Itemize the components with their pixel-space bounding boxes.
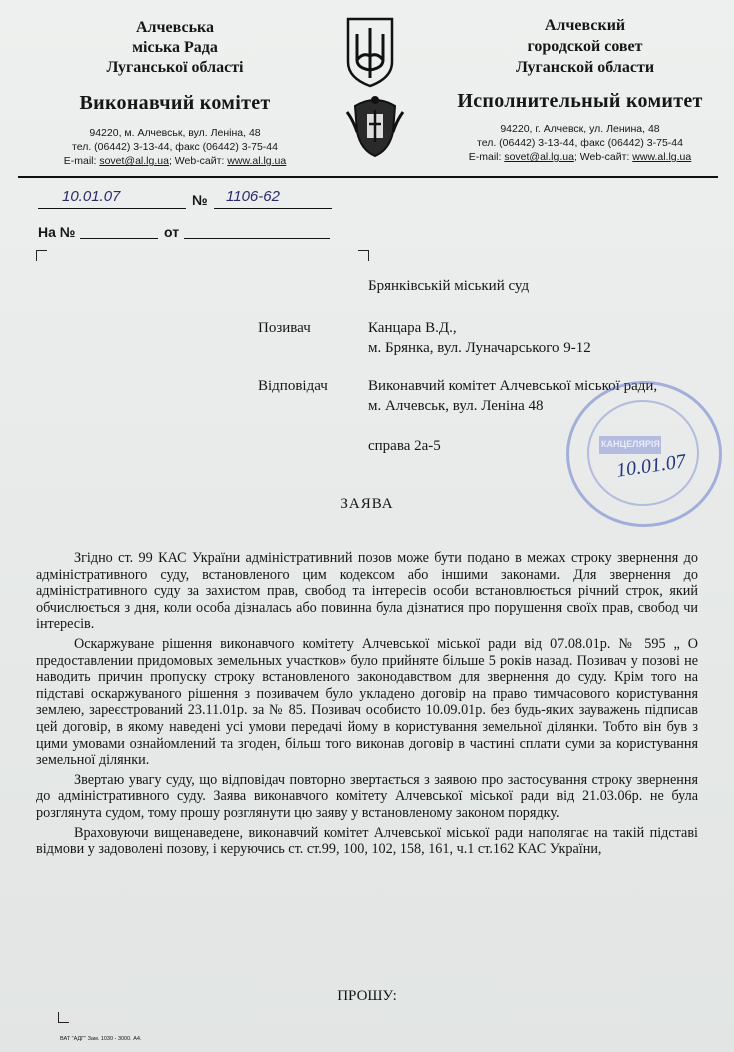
number-value: 1106-62 bbox=[226, 188, 280, 205]
reply-to-label: На № bbox=[38, 224, 76, 240]
court-name: Брянківській міський суд bbox=[368, 278, 530, 294]
request-heading: ПРОШУ: bbox=[337, 988, 397, 1004]
trident-coat-of-arms-icon bbox=[345, 16, 395, 88]
defendant-label: Відповідач bbox=[258, 378, 328, 394]
document-body bbox=[36, 550, 698, 861]
plaintiff-label: Позивач bbox=[258, 320, 311, 336]
left-contacts bbox=[30, 154, 320, 168]
left-email: sovet@al.lg.ua bbox=[99, 155, 169, 167]
handwritten-signature-date: 10.01.07 bbox=[614, 450, 688, 482]
right-email: sovet@al.lg.ua bbox=[504, 151, 574, 163]
defendant-address: м. Алчевськ, вул. Леніна 48 bbox=[368, 398, 544, 414]
right-email-label: E-mail: bbox=[468, 151, 502, 163]
from-field bbox=[184, 222, 330, 239]
paragraph-4: Враховуючи вищенаведене, виконавчий комітет Алчевської міської ради наполягає на такій підставі відмови у задоволені позову, і керуючись ст. ст.99, 100, 102, 158, 161, ч.1 ст.162 КАС України, bbox=[36, 824, 698, 858]
paragraph-2: Оскаржуване рішення виконавчого комітету Алчевської міської ради від 07.08.01р. № 595 „ О предоставлении придомовых земельных участков» було прийняте більше 5 років назад. Позивач у позові не наводить причин пропуску строку встановленого законодавством для звернення до суду. Крім того на підставі оскаржуваного рішення з позивачем було укладено договір на право тимчасового користування землею, зареєстрований 23.11.01р. за № 85. Позивач особисто 10.09.01р. без будь-яких зауважень підписав цей договір, в якому наведені усі умови передачі йому в користування земельної ділянки. Тобто він був з цими умовами ознайомлений та згоден, більш того виконав договір в частині сплати суми за користування земельної ділянки. bbox=[36, 635, 698, 769]
right-web-label: ; Web-сайт: bbox=[573, 151, 630, 163]
date-value: 10.01.07 bbox=[62, 188, 121, 205]
corner-mark-right bbox=[358, 250, 369, 261]
right-web: www.al.lg.ua bbox=[632, 151, 692, 163]
left-council-line1: Алчевська bbox=[135, 19, 215, 36]
defendant-name: Виконавчий комітет Алчевської міської ради, bbox=[368, 378, 658, 394]
right-council-line1: Алчевский bbox=[544, 17, 626, 34]
right-council-line2: городской совет bbox=[527, 38, 643, 55]
number-label: № bbox=[192, 192, 208, 208]
right-region: Луганской области bbox=[515, 59, 655, 76]
left-committee-title: Виконавчий комітет bbox=[79, 92, 271, 114]
header-divider bbox=[18, 176, 718, 178]
plaintiff-name: Канцара В.Д., bbox=[368, 320, 457, 336]
left-web-label: ; Web-сайт: bbox=[168, 155, 225, 167]
corner-mark-left bbox=[36, 250, 47, 261]
right-contacts bbox=[440, 150, 720, 164]
from-label: от bbox=[164, 224, 180, 240]
stamp-box-text: КАНЦЕЛЯРІЯ bbox=[601, 439, 660, 449]
reply-to-field bbox=[80, 222, 158, 239]
corner-mark-bottom bbox=[58, 1012, 69, 1023]
left-web: www.al.lg.ua bbox=[227, 155, 287, 167]
plaintiff-address: м. Брянка, вул. Луначарського 9-12 bbox=[368, 340, 591, 356]
document-title: ЗАЯВА bbox=[340, 496, 394, 512]
left-address: 94220, м. Алчевськ, вул. Леніна, 48 bbox=[89, 127, 261, 139]
case-number: справа 2а-5 bbox=[368, 438, 441, 454]
right-address: 94220, г. Алчевск, ул. Ленина, 48 bbox=[500, 123, 660, 135]
date-field bbox=[38, 188, 186, 209]
left-phone: тел. (06442) 3-13-44, факс (06442) 3-75-44 bbox=[72, 141, 278, 153]
left-council-line2: міська Рада bbox=[132, 39, 218, 56]
paragraph-3: Звертаю увагу суду, що відповідач повторно звертається з заявою про застосування строку звернення до адміністративного суду. Заява виконавчого комітету Алчевської міської ради від 21.03.06р. не була розглянута судом, тому прошу розглянути цю заяву у встановленому законом порядку. bbox=[36, 771, 698, 821]
city-emblem-icon bbox=[345, 92, 405, 160]
paragraph-1: Згідно ст. 99 КАС України адміністративний позов може бути подано в межах строку звернення до адміністративного суду, встановленого цим кодексом або іншими законами. Для звернення до адміністративного суду за захистом прав, свобод та інтересів особи встановлюється річний строк, який обчислюється з дня, коли особа дізналась або повинна була дізнатися про порушення своїх прав, свобод чи інтересів. bbox=[36, 550, 698, 633]
left-region: Луганської області bbox=[106, 59, 244, 76]
right-phone: тел. (06442) 3-13-44, факс (06442) 3-75-44 bbox=[477, 137, 683, 149]
print-code: ВАТ "АДГ" Зам. 1030 - 3000. А4. bbox=[60, 1036, 142, 1042]
number-field bbox=[214, 188, 332, 209]
right-committee-title: Исполнительный комитет bbox=[457, 90, 703, 112]
left-email-label: E-mail: bbox=[63, 155, 97, 167]
